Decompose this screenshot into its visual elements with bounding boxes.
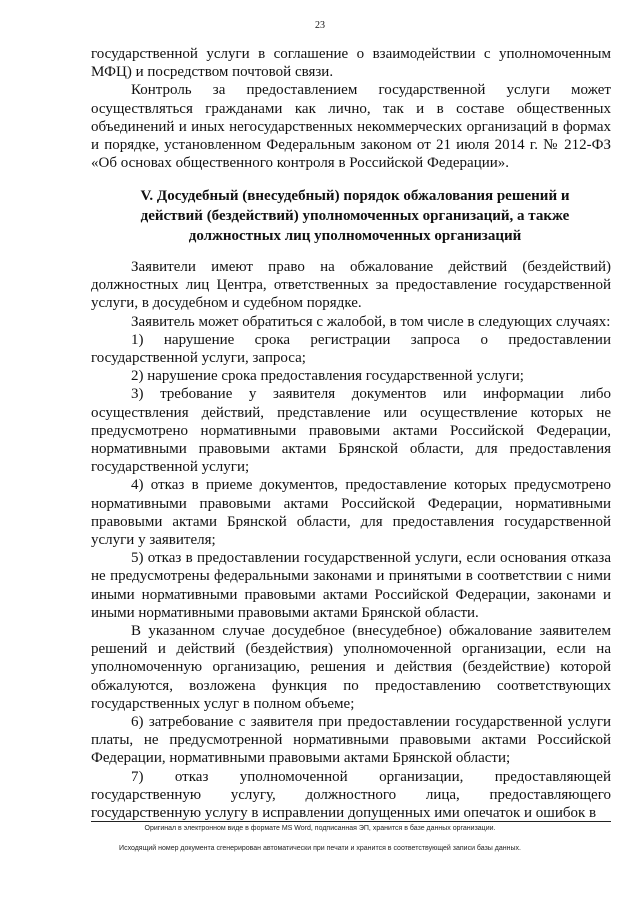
page-number: 23 bbox=[315, 20, 325, 31]
footer-note: Оригинал в электронном виде в формате MS Word, подписанная ЭП, хранится в базе данных организации. bbox=[144, 825, 496, 832]
body-block-1 bbox=[91, 45, 611, 172]
heading-line: V. Досудебный (внесудебный) порядок обжалования решений и bbox=[140, 188, 570, 204]
footer-note: Исходящий номер документа сгенерирован автоматически при печати и хранится в соответствующей записи базы данных. bbox=[119, 845, 521, 852]
paragraph: В указанном случае досудебное (внесудебное) обжалование заявителем решений и действий (бездействия) уполномоченной организации, если на уполномоченную организацию, решения и действия (бездействие) которой обжалуются, возложена функция по предоставлению соответствующих государственных услуг в полном объеме; bbox=[91, 623, 611, 712]
paragraph: Контроль за предоставлением государственной услуги может осуществляться гражданами как лично, так и в составе общественных объединений и иных негосударственных некоммерческих организаций в формах и порядке, установленном Федеральным законом от 21 июля 2014 г. № 212-ФЗ «Об основах общественного контроля в Российской Федерации». bbox=[91, 82, 611, 172]
footer-divider bbox=[91, 821, 611, 822]
paragraph: государственной услуги в соглашение о взаимодействии с уполномоченным МФЦ) и посредством почтовой связи. bbox=[91, 46, 611, 81]
paragraph: Заявитель может обратиться с жалобой, в том числе в следующих случаях: bbox=[131, 313, 611, 330]
paragraph: Заявители имеют право на обжалование действий (бездействий) должностных лиц Центра, ответственных за предоставление государственной услуги, в досудебном и судебном порядке. bbox=[91, 259, 611, 312]
list-item: 5) отказ в предоставлении государственной услуги, если основания отказа не предусмотрены федеральными законами и принятыми в соответствии с ними иными нормативными правовыми актами Российской Федерации, законами и иными нормативными правовыми актами Брянской области. bbox=[91, 550, 611, 621]
body-block-2 bbox=[91, 258, 611, 822]
heading-line: действий (бездействий) уполномоченных организаций, а также bbox=[140, 208, 570, 224]
list-item: 7) отказ уполномоченной организации, предоставляющей государственную услугу, должностного лица, предоставляющего государственную услугу в исправлении допущенных ими опечаток и ошибок в bbox=[91, 768, 611, 822]
section-heading bbox=[105, 186, 605, 246]
list-item: 2) нарушение срока предоставления государственной услуги; bbox=[131, 368, 524, 385]
list-item: 1) нарушение срока регистрации запроса о предоставлении государственной услуги, запроса; bbox=[91, 331, 611, 367]
list-item: 4) отказ в приеме документов, предоставление которых предусмотрено нормативными правовыми актами Российской Федерации, нормативными правовыми актами Брянской области, для предоставления государственной услуги у заявителя; bbox=[91, 477, 611, 549]
list-item: 3) требование у заявителя документов или информации либо осуществления действий, представление или осуществление которых не предусмотрено нормативными правовыми актами Российской Федерации, нормативными правовыми актами Брянской области, для предоставления государственной услуги; bbox=[91, 386, 611, 476]
list-item: 6) затребование с заявителя при предоставлении государственной услуги платы, не предусмотренной нормативными правовыми актами Российской Федерации, нормативными правовыми актами Брянской области; bbox=[91, 714, 611, 767]
heading-line: должностных лиц уполномоченных организаций bbox=[188, 228, 522, 244]
